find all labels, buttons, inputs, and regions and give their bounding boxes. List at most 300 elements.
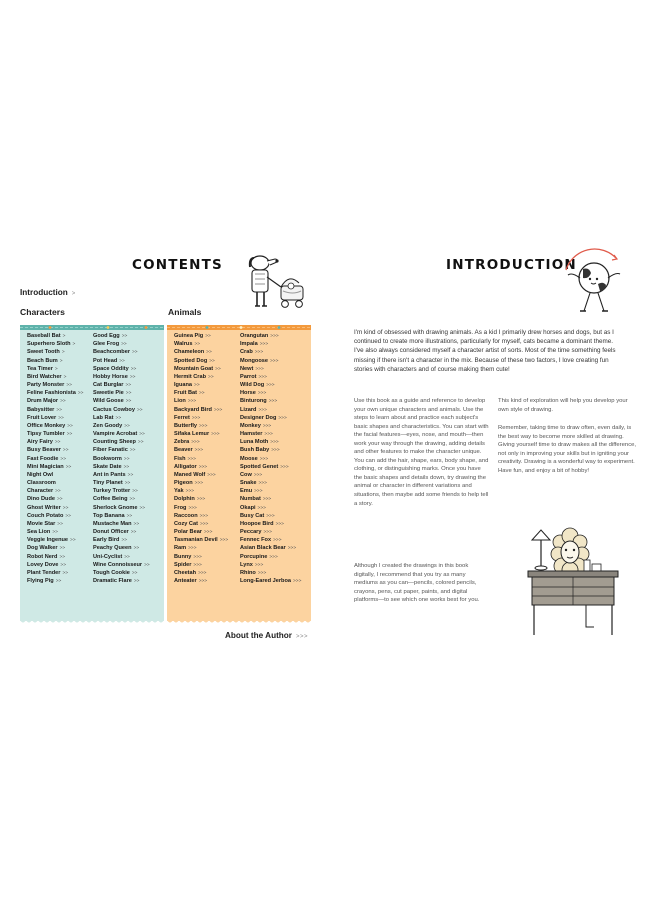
toc-item-name: Beachcomber	[93, 349, 130, 356]
toc-item[interactable]	[174, 340, 228, 348]
toc-item[interactable]	[174, 479, 228, 487]
toc-item[interactable]	[240, 340, 301, 348]
toc-item-name: Hamster	[240, 431, 263, 438]
introduction-lead-paragraph: I'm kind of obsessed with drawing animals. As a kid I primarily drew horses and dogs, but as I continued to create more illustrations, particularly for myself, cats became a dominant theme. I've also always considered myself a character artist of sorts. Most of the time something feels missing if there isn't a character in the mix. Because of these two factors, I love creating fun stories with characters and of course making them cute!	[354, 329, 616, 373]
toc-item[interactable]	[27, 569, 83, 577]
toc-item[interactable]	[27, 487, 83, 495]
toc-item-name: Space Oddity	[93, 365, 129, 372]
toc-item-name: Office Monkey	[27, 422, 66, 429]
toc-item[interactable]	[93, 544, 150, 552]
animals-column-2	[240, 332, 301, 585]
toc-item-name: Cow	[240, 471, 252, 478]
toc-item-arrows: >>>	[199, 423, 208, 429]
toc-item[interactable]	[27, 553, 83, 561]
toc-item-name: Dramatic Flare	[93, 578, 132, 585]
toc-item-name: Numbat	[240, 496, 261, 503]
toc-item-arrows: >>	[130, 530, 137, 536]
toc-item-name: Zebra	[174, 439, 190, 446]
toc-item[interactable]	[93, 389, 150, 397]
toc-item-arrows: >>>	[266, 513, 275, 519]
toc-item[interactable]	[240, 332, 301, 340]
characters-column-1	[27, 332, 83, 585]
toc-item-arrows: >>	[60, 399, 66, 405]
toc-item[interactable]	[27, 397, 83, 405]
toc-item[interactable]	[240, 365, 301, 373]
toc-item[interactable]	[174, 422, 228, 430]
toc-item[interactable]	[240, 422, 301, 430]
toc-item[interactable]	[93, 471, 150, 479]
toc-item[interactable]	[174, 373, 228, 381]
toc-item-arrows: >>>	[198, 570, 207, 576]
toc-item[interactable]	[240, 495, 301, 503]
toc-item[interactable]	[27, 471, 83, 479]
toc-item-name: Okapi	[240, 504, 256, 511]
toc-item[interactable]	[93, 430, 150, 438]
toc-item-arrows: >>	[65, 513, 71, 519]
toc-item[interactable]	[240, 357, 301, 365]
toc-item[interactable]	[240, 348, 301, 356]
toc-item-arrows: >>	[66, 383, 72, 389]
toc-about-author-label: About the Author	[225, 631, 292, 640]
toc-item[interactable]	[93, 357, 150, 365]
toc-item[interactable]	[174, 512, 228, 520]
toc-item-arrows: >>	[119, 358, 125, 364]
toc-item-name: Veggie Ingenue	[27, 537, 69, 544]
toc-item-arrows: >>>	[187, 456, 196, 462]
toc-item-name: Peccary	[240, 529, 262, 536]
toc-item-name: Pot Head	[93, 357, 118, 364]
toc-item[interactable]	[174, 397, 228, 405]
toc-item[interactable]	[27, 332, 83, 340]
toc-item-arrows: >>>	[258, 407, 267, 413]
introduction-title: INTRODUCTION	[446, 257, 577, 273]
toc-item[interactable]	[174, 528, 228, 536]
toc-item[interactable]	[240, 373, 301, 381]
toc-introduction[interactable]	[20, 288, 76, 297]
toc-item[interactable]	[27, 495, 83, 503]
toc-item-arrows: >>	[194, 383, 200, 389]
toc-item-arrows: >>	[59, 554, 66, 560]
toc-item-name: Character	[27, 488, 54, 495]
toc-item[interactable]	[240, 438, 301, 446]
toc-item-name: Lovey Dove	[27, 561, 59, 568]
toc-item[interactable]	[27, 577, 83, 585]
toc-item[interactable]	[93, 479, 150, 487]
toc-item[interactable]	[93, 520, 150, 528]
animals-panel-scalloped-edge	[167, 620, 311, 625]
toc-item-name: Sweet Tooth	[27, 349, 60, 356]
toc-item-arrows: >>>	[193, 562, 202, 568]
toc-item-arrows: >>	[136, 407, 143, 413]
toc-item[interactable]	[240, 430, 301, 438]
toc-item[interactable]	[27, 561, 83, 569]
toc-item-name: Ram	[174, 545, 187, 552]
toc-item-arrows: >>>	[187, 399, 197, 405]
toc-item-name: Early Bird	[93, 537, 120, 544]
toc-item-arrows: >>>	[199, 521, 209, 527]
toc-item-arrows: >>	[129, 448, 136, 454]
toc-item[interactable]	[93, 397, 150, 405]
toc-item[interactable]	[93, 381, 150, 389]
toc-item-name: Moose	[240, 455, 258, 462]
toc-item-arrows: >>	[209, 358, 215, 364]
toc-item[interactable]	[174, 406, 228, 414]
characters-column-2	[93, 332, 150, 585]
toc-item-arrows: >>>	[292, 579, 302, 585]
toc-item-arrows: >>>	[188, 546, 197, 552]
toc-item[interactable]	[93, 455, 150, 463]
toc-item[interactable]	[93, 577, 150, 585]
toc-item-arrows: >>>	[264, 432, 273, 438]
toc-item-name: Couch Potato	[27, 512, 64, 519]
toc-item-arrows: >>	[59, 546, 66, 552]
characters-panel	[20, 325, 164, 621]
toc-item-arrows: >>	[215, 366, 221, 372]
toc-about-author[interactable]	[225, 631, 308, 640]
toc-item[interactable]	[93, 495, 150, 503]
toc-item[interactable]	[27, 479, 83, 487]
toc-item[interactable]	[93, 348, 150, 356]
toc-item[interactable]	[174, 381, 228, 389]
toc-item-name: Lion	[174, 398, 186, 405]
toc-item-arrows: >>>	[269, 358, 279, 364]
toc-item-arrows: >>	[65, 464, 72, 470]
toc-item-name: Top Banana	[93, 512, 125, 519]
toc-item-name: Mustache Man	[93, 520, 132, 527]
toc-item-arrows: >>	[123, 456, 130, 462]
toc-item-name: Bookworm	[93, 455, 122, 462]
toc-item[interactable]	[174, 438, 228, 446]
toc-item-name: Cozy Cat	[174, 520, 198, 527]
toc-item-name: Fast Foodie	[27, 455, 59, 462]
toc-item-arrows: >>	[131, 570, 138, 576]
toc-item-arrows: >	[62, 334, 66, 339]
toc-item-name: Iguana	[174, 382, 193, 389]
toc-item-name: Alligator	[174, 463, 197, 470]
sheep-at-desk-illustration	[524, 526, 640, 638]
characters-panel-scalloped-edge	[20, 620, 164, 625]
toc-item[interactable]	[93, 487, 150, 495]
toc-item[interactable]	[240, 544, 301, 552]
toc-item[interactable]	[174, 471, 228, 479]
toc-item[interactable]	[27, 406, 83, 414]
toc-item[interactable]	[174, 446, 228, 454]
toc-item-name: Impala	[240, 341, 258, 348]
toc-item-arrows: >>>	[191, 440, 200, 446]
toc-item-arrows: >>	[124, 423, 130, 429]
toc-item[interactable]	[174, 463, 228, 471]
toc-item-arrows: >>	[133, 546, 140, 552]
toc-item-name: Superhero Sloth	[27, 341, 71, 348]
toc-item[interactable]	[27, 446, 83, 454]
toc-item-arrows: >>	[55, 579, 62, 585]
toc-item-arrows: >>	[56, 407, 62, 413]
introduction-col1-paragraph-1: Use this book as a guide and reference to develop your own unique characters and animals. Use the steps to learn about and practice each subject's basic shapes and characteristics. You can start with the facial features—eyes, nose, and mouth—then work your way through the drawing, adding details and other features to make the character unique. You can add the hair, shape, ears, body shape, and clothing, or distinguishing marks. Once you have the basic shapes and details down, try drawing the animal or character in different variations and situations, then maybe add some friends to help tell a story.	[354, 398, 489, 507]
toc-item[interactable]	[27, 348, 83, 356]
toc-item-name: Skate Date	[93, 463, 122, 470]
toc-item[interactable]	[240, 455, 301, 463]
animals-panel	[167, 325, 311, 621]
toc-item-name: Luna Moth	[240, 439, 269, 446]
toc-item-arrows: >>	[194, 342, 201, 348]
toc-item[interactable]	[27, 414, 83, 422]
toc-item[interactable]	[240, 553, 301, 561]
toc-item[interactable]	[174, 487, 228, 495]
toc-item-arrows: >>>	[254, 350, 264, 356]
toc-item-arrows: >>>	[194, 448, 204, 454]
toc-item[interactable]	[174, 495, 228, 503]
toc-item[interactable]	[174, 536, 228, 544]
toc-item-arrows: >>>	[287, 546, 297, 552]
toc-item-name: Mongoose	[240, 357, 268, 364]
toc-item[interactable]	[174, 544, 228, 552]
toc-item-arrows: >>	[130, 366, 137, 372]
toc-item[interactable]	[174, 577, 228, 585]
toc-item[interactable]	[27, 528, 83, 536]
toc-item[interactable]	[27, 422, 83, 430]
toc-item-name: Feline Fashionista	[27, 390, 76, 397]
toc-item[interactable]	[93, 414, 150, 422]
toc-item[interactable]	[174, 553, 228, 561]
toc-item-name: Turkey Trotter	[93, 488, 131, 495]
toc-item-name: Flying Pig	[27, 578, 54, 585]
toc-item[interactable]	[93, 561, 150, 569]
toc-item[interactable]	[240, 536, 301, 544]
toc-item[interactable]	[174, 504, 228, 512]
toc-item[interactable]	[93, 438, 150, 446]
toc-item[interactable]	[27, 340, 83, 348]
toc-item-name: Polar Bear	[174, 529, 202, 536]
toc-item-arrows: >>>	[266, 383, 275, 389]
toc-item[interactable]	[27, 504, 83, 512]
toc-item-arrows: >>>	[196, 497, 206, 503]
toc-item-arrows: >>	[70, 538, 76, 544]
toc-item[interactable]	[240, 520, 301, 528]
toc-item-name: Hobby Horse	[93, 373, 128, 380]
toc-item-arrows: >>	[144, 562, 150, 568]
toc-item-arrows: >>	[121, 334, 128, 339]
toc-item-arrows: >>	[124, 481, 131, 487]
toc-item-arrows: >>	[133, 521, 140, 527]
toc-item-arrows: >>	[67, 423, 73, 429]
toc-item[interactable]	[240, 463, 301, 471]
toc-item[interactable]	[27, 357, 83, 365]
toc-item-name: Tea Timer	[27, 365, 53, 372]
toc-item[interactable]	[27, 512, 83, 520]
toc-item-arrows: >>	[125, 399, 132, 405]
toc-item[interactable]	[93, 528, 150, 536]
toc-item[interactable]	[27, 536, 83, 544]
toc-item[interactable]	[27, 365, 83, 373]
toc-item-name: Hoopoe Bird	[240, 520, 274, 527]
toc-item[interactable]	[27, 438, 83, 446]
toc-item-name: Binturong	[240, 398, 267, 405]
toc-item-arrows: >>>	[257, 570, 267, 576]
toc-item[interactable]	[93, 332, 150, 340]
toc-item-name: Party Monster	[27, 382, 65, 389]
toc-item[interactable]	[27, 430, 83, 438]
toc-item-arrows: >>>	[273, 538, 282, 544]
toc-item-name: Tipsy Tumbler	[27, 431, 65, 438]
toc-item-arrows: >>>	[262, 497, 272, 503]
toc-item-name: Parrot	[240, 373, 257, 380]
toc-item-arrows: >>>	[219, 538, 229, 544]
toc-item[interactable]	[93, 373, 150, 381]
toc-item-name: Busy Beaver	[27, 447, 61, 454]
toc-item[interactable]	[93, 340, 150, 348]
toc-item-arrows: >>	[129, 374, 136, 380]
toc-item[interactable]	[240, 446, 301, 454]
toc-item-name: Frog	[174, 504, 187, 511]
toc-item[interactable]	[174, 430, 228, 438]
toc-item-name: Raccoon	[174, 512, 198, 519]
toc-about-author-arrows: >>>	[296, 634, 309, 640]
toc-item-arrows: >>	[206, 350, 212, 356]
toc-item[interactable]	[240, 397, 301, 405]
toc-item-name: Designer Dog	[240, 414, 277, 421]
toc-item[interactable]	[240, 389, 301, 397]
toc-item-name: Good Egg	[93, 333, 120, 339]
characters-pattern-band	[20, 325, 164, 330]
toc-item-name: Ferret	[174, 414, 190, 421]
toc-item[interactable]	[174, 455, 228, 463]
toc-item[interactable]	[174, 365, 228, 373]
toc-item[interactable]	[93, 536, 150, 544]
toc-item-arrows: >>>	[280, 464, 289, 470]
dog-walker-illustration	[236, 250, 312, 314]
toc-item-name: Sherlock Gnome	[93, 504, 138, 511]
toc-item[interactable]	[174, 357, 228, 365]
toc-item-name: Yak	[174, 488, 184, 495]
toc-item-name: Wine Connoisseur	[93, 561, 143, 568]
toc-item[interactable]	[240, 406, 301, 414]
toc-item-arrows: >>	[55, 489, 61, 495]
toc-item-name: Uni-Cyclist	[93, 553, 123, 560]
toc-item-name: Lab Rat	[93, 414, 114, 421]
toc-item[interactable]	[174, 520, 228, 528]
toc-item-arrows: >>>	[270, 440, 279, 446]
toc-item-arrows: >>	[125, 383, 132, 389]
toc-item-name: Mountain Goat	[174, 365, 214, 372]
toc-item[interactable]	[93, 504, 150, 512]
toc-item-arrows: >>>	[259, 456, 269, 462]
toc-item-name: Maned Wolf	[174, 471, 206, 478]
toc-item[interactable]	[240, 577, 301, 585]
toc-item[interactable]	[27, 455, 83, 463]
toc-item-arrows: >>	[133, 579, 140, 585]
globe-character-illustration	[556, 248, 636, 326]
toc-item[interactable]	[93, 553, 150, 561]
toc-item[interactable]	[27, 389, 83, 397]
toc-item-name: Dolphin	[174, 496, 195, 503]
toc-item-name: Newt	[240, 365, 254, 372]
toc-item[interactable]	[93, 569, 150, 577]
toc-item[interactable]	[240, 561, 301, 569]
toc-item-name: Spotted Genet	[240, 463, 279, 470]
toc-item-arrows: >>	[121, 342, 127, 348]
toc-item-arrows: >>>	[270, 334, 279, 339]
toc-item[interactable]	[240, 528, 301, 536]
toc-item-name: Rhino	[240, 569, 256, 576]
toc-item[interactable]	[240, 414, 301, 422]
toc-item-name: Baseball Bat	[27, 333, 61, 339]
toc-item-name: Ghost Writer	[27, 504, 61, 511]
toc-item-arrows: >>	[205, 334, 211, 339]
toc-item-name: Busy Cat	[240, 512, 265, 519]
toc-item[interactable]	[27, 520, 83, 528]
toc-item-arrows: >>	[66, 432, 73, 438]
toc-item[interactable]	[93, 446, 150, 454]
toc-item[interactable]	[27, 373, 83, 381]
introduction-col2-paragraph-1: This kind of exploration will help you develop your own style of drawing.	[498, 398, 628, 413]
toc-item-arrows: >>>	[269, 554, 278, 560]
toc-item-name: Tiny Planet	[93, 480, 123, 487]
toc-item-name: Chameleon	[174, 349, 205, 356]
toc-item-arrows: >>>	[211, 432, 220, 438]
toc-item-name: Lizard	[240, 406, 257, 413]
toc-item[interactable]	[93, 463, 150, 471]
toc-item-arrows: >>	[121, 538, 128, 544]
toc-item[interactable]	[240, 487, 301, 495]
toc-item-name: Walrus	[174, 341, 193, 348]
toc-item[interactable]	[93, 406, 150, 414]
toc-item[interactable]	[240, 512, 301, 520]
toc-item-name: Counting Sheep	[93, 439, 136, 446]
toc-item-arrows: >>	[77, 391, 84, 397]
toc-item[interactable]	[27, 463, 83, 471]
toc-item-arrows: >>	[57, 521, 63, 527]
toc-item-arrows: >>>	[193, 554, 202, 560]
toc-item-arrows: >>	[54, 440, 61, 446]
toc-item[interactable]	[240, 569, 301, 577]
toc-item[interactable]	[93, 422, 150, 430]
toc-item-name: Backyard Bird	[174, 406, 212, 413]
toc-item-arrows: >>	[123, 464, 130, 470]
toc-item-arrows: >>>	[198, 579, 208, 585]
toc-item[interactable]	[240, 471, 301, 479]
toc-item-arrows: >>	[60, 562, 67, 568]
toc-item-name: Coffee Being	[93, 496, 128, 503]
toc-item-arrows: >>	[115, 415, 122, 421]
toc-item[interactable]	[27, 544, 83, 552]
toc-item[interactable]	[174, 332, 228, 340]
toc-item[interactable]	[27, 381, 83, 389]
toc-item-name: Zen Goody	[93, 422, 123, 429]
contents-title: CONTENTS	[132, 257, 223, 273]
toc-item-arrows: >>>	[271, 448, 280, 454]
toc-item-name: Babysitter	[27, 406, 55, 413]
toc-item[interactable]	[174, 414, 228, 422]
toc-item[interactable]	[174, 561, 228, 569]
toc-item[interactable]	[174, 348, 228, 356]
toc-item-name: Classroom	[27, 480, 56, 487]
toc-item-arrows: >>	[208, 374, 214, 380]
toc-item-name: Fish	[174, 455, 186, 462]
toc-item[interactable]	[93, 512, 150, 520]
toc-item-arrows: >>>	[275, 521, 284, 527]
toc-item[interactable]	[240, 479, 301, 487]
toc-item[interactable]	[240, 504, 301, 512]
toc-item-name: Monkey	[240, 422, 261, 429]
toc-item-name: Movie Star	[27, 520, 56, 527]
toc-item[interactable]	[174, 389, 228, 397]
toc-item[interactable]	[240, 381, 301, 389]
toc-item-name: Long-Eared Jerboa	[240, 578, 291, 585]
toc-item[interactable]	[174, 569, 228, 577]
toc-item-arrows: >>>	[199, 513, 209, 519]
toc-item-name: Donut Officer	[93, 529, 129, 536]
toc-item[interactable]	[93, 365, 150, 373]
